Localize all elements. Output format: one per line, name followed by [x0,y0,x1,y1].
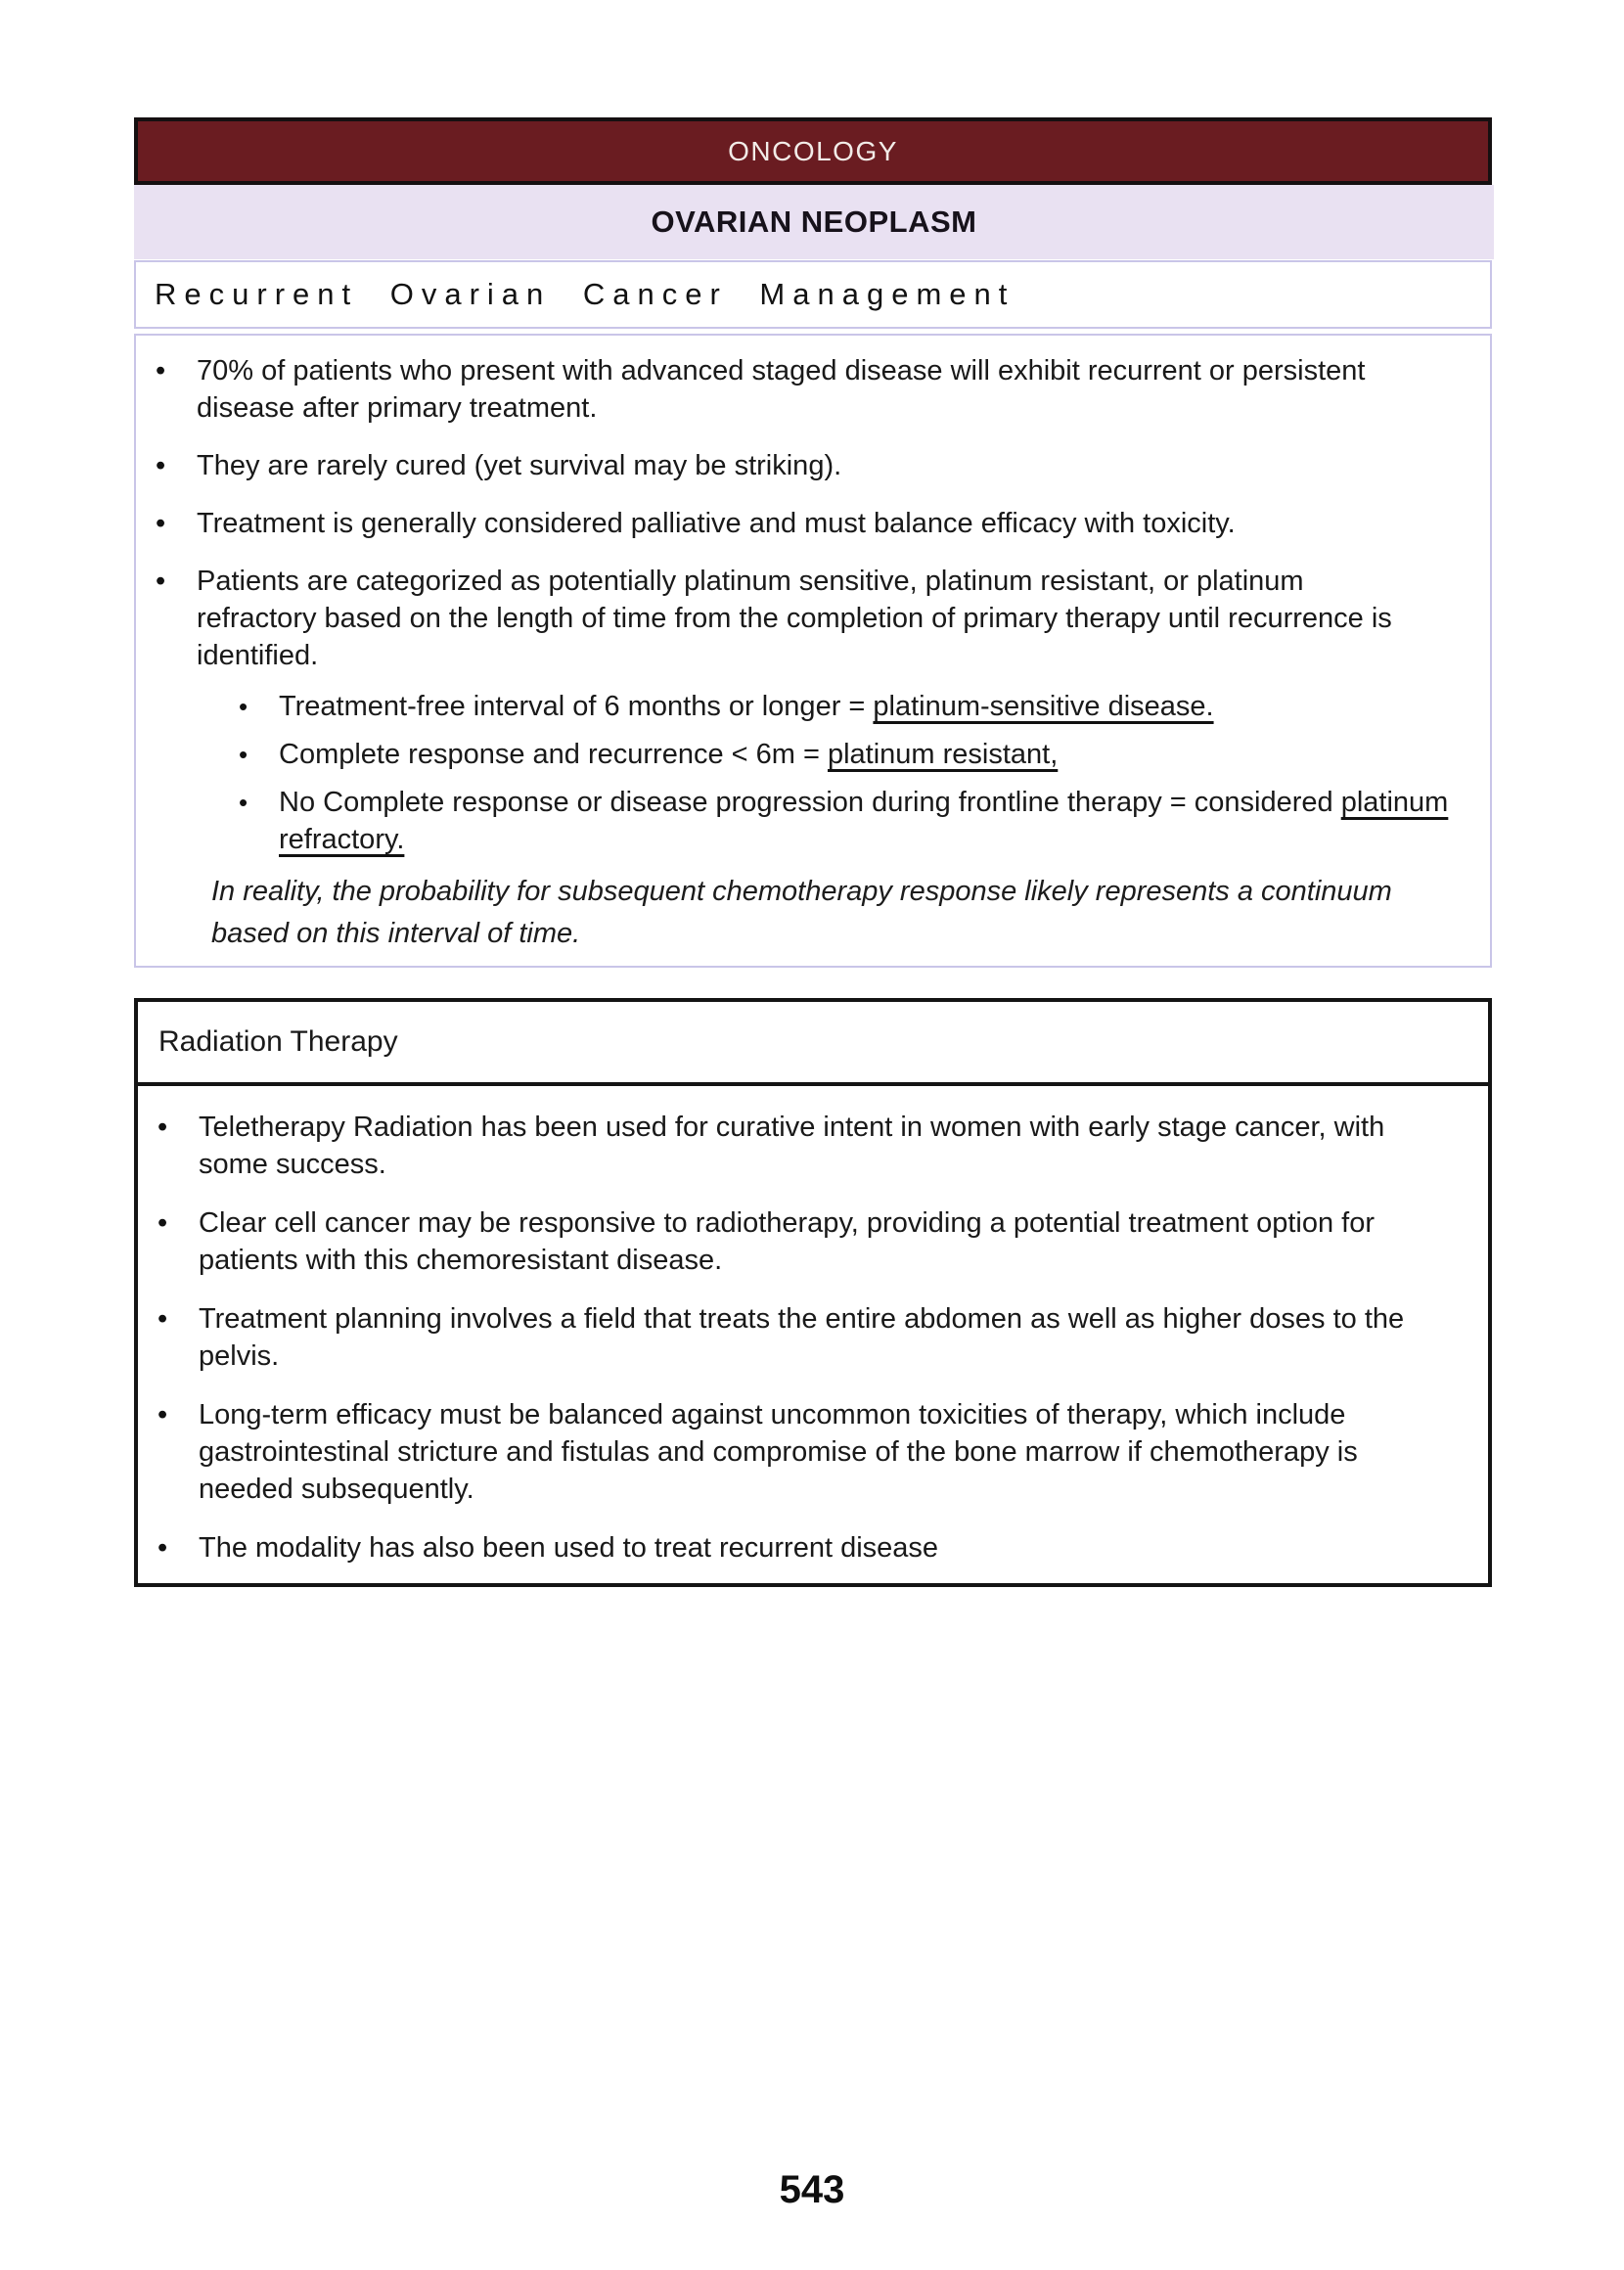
bullet-text: • Patients are categorized as potentially platinum sensitive, platinum resistant, or platinum refractory based on the length of time from the completion of primary therapy until recurrence is identified. [197,566,1392,671]
bullet-text: • Clear cell cancer may be responsive to radiotherapy, providing a potential treatment option for patients with this chemoresistant disease. [199,1207,1375,1276]
bullet-text: • Treatment is generally considered palliative and must balance efficacy with toxicity. [197,508,1236,539]
page-number: 543 [779,2168,845,2211]
bullet-item [138,1109,1461,1183]
bullet-text: • Teletherapy Radiation has been used for curative intent in women with early stage cancer, with some success. [199,1112,1385,1180]
bullet-text: • 70% of patients who present with advanced staged disease will exhibit recurrent or persistent disease after primary treatment. [197,355,1366,424]
bullet-text: • Long-term efficacy must be balanced against uncommon toxicities of therapy, which include gastrointestinal stricture and fistulas and compromise of the bone marrow if chemotherapy is needed subsequently. [199,1399,1358,1505]
sub-bullet-underlined-term: platinum refractory. [279,787,1449,855]
radiation-therapy-box [134,998,1492,1587]
bullet-item [138,1300,1461,1375]
category-banner-label: ONCOLOGY [728,135,898,166]
sub-bullet-underlined-term: platinum-sensitive disease. [873,691,1214,722]
bullet-item [136,563,1461,674]
sub-bullet-text: Complete response and recurrence < 6m = [279,739,828,770]
bullet-item [138,1529,1461,1566]
bullet-item [136,505,1461,542]
sub-bullet-text: Treatment-free interval of 6 months or longer = [279,691,874,722]
bullet-item [138,1204,1461,1279]
category-banner [134,117,1492,185]
sub-bullet-text: No Complete response or disease progression during frontline therapy = considered [279,787,1341,818]
topic-banner [134,185,1494,259]
bullet-text: • The modality has also been used to treat recurrent disease [199,1532,939,1564]
sub-bullet-item [136,736,1461,773]
radiation-therapy-body [138,1086,1488,1566]
bullet-item [136,352,1461,427]
bullet-item [138,1396,1461,1508]
bullet-text: • They are rarely cured (yet survival may be striking). [197,450,842,481]
section-title: Recurrent Ovarian Cancer Management [155,277,1015,311]
sub-bullet-item [136,784,1461,858]
sub-bullet-item [136,688,1461,725]
bullet-text: • Treatment planning involves a field that treats the entire abdomen as well as higher doses to the pelvis. [199,1303,1405,1372]
italic-note: In reality, the probability for subsequent chemotherapy response likely represents a continuum based on this interval of time. [211,876,1392,949]
management-content-box [134,334,1492,968]
topic-banner-label: OVARIAN NEOPLASM [651,204,977,239]
section-title-box [134,260,1492,329]
bullet-item [136,447,1461,484]
radiation-therapy-title: Radiation Therapy [158,1025,398,1058]
radiation-therapy-header [138,1002,1488,1086]
sub-bullet-underlined-term: platinum resistant, [827,739,1059,770]
